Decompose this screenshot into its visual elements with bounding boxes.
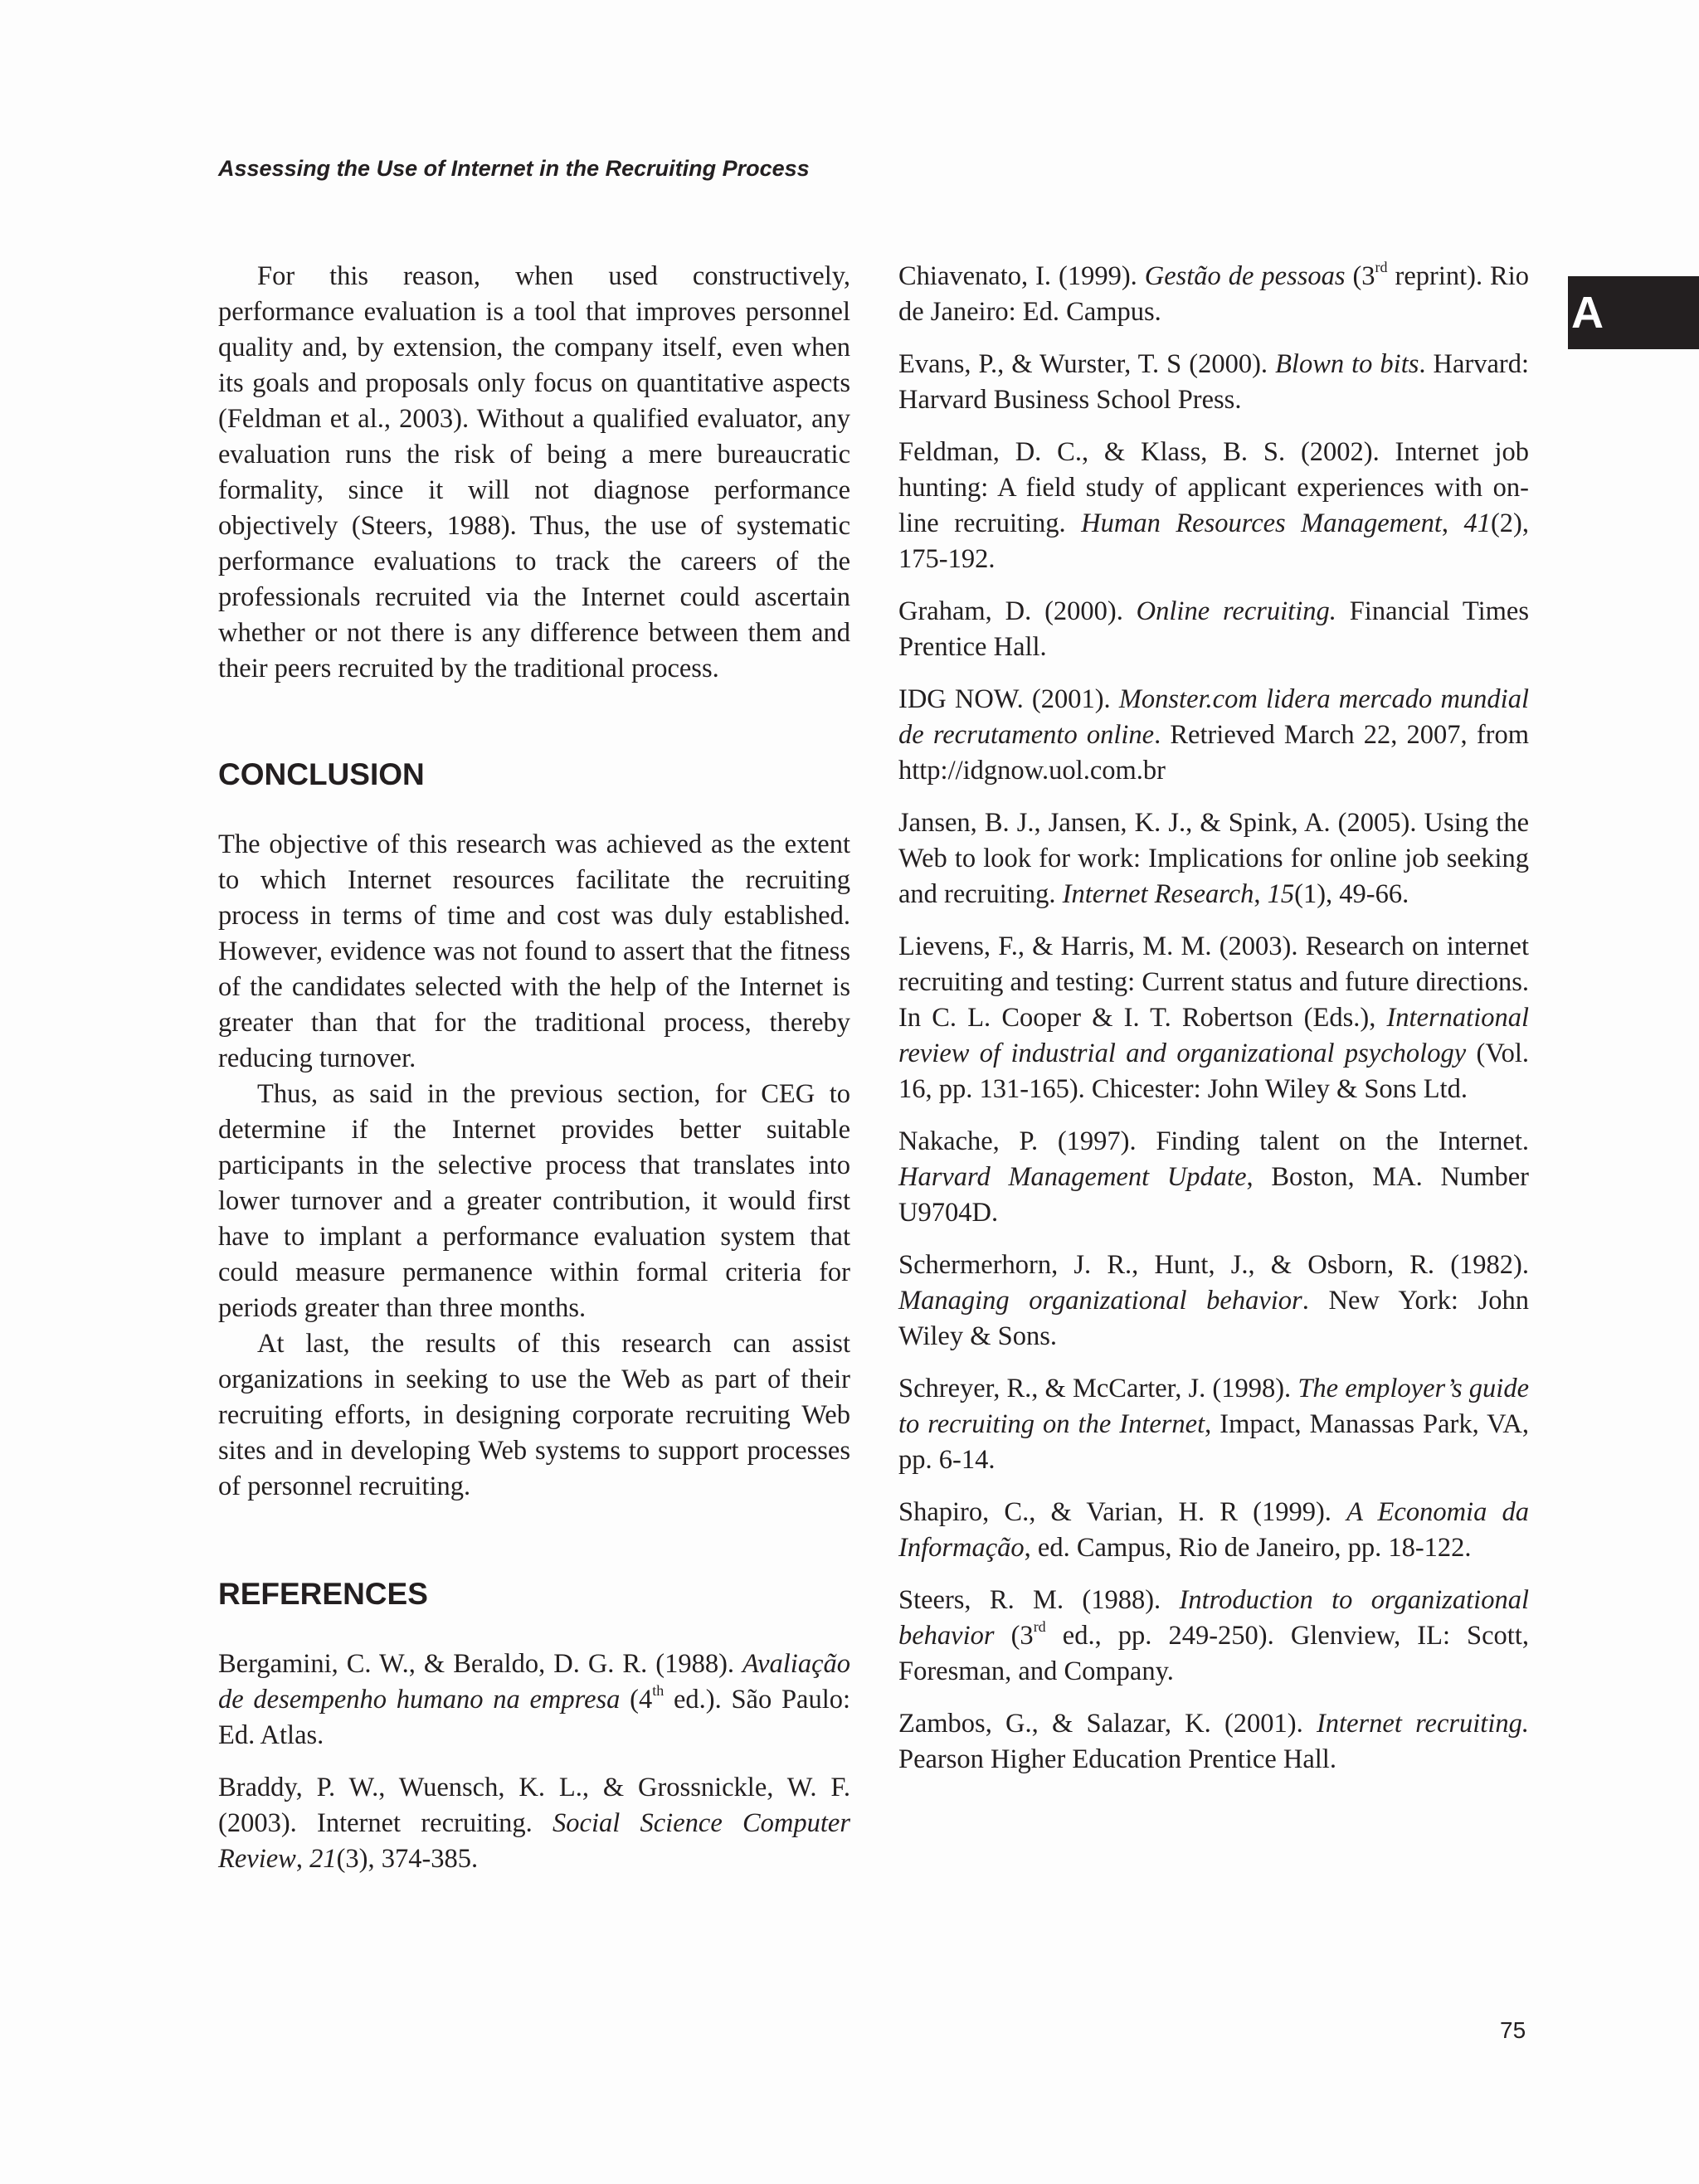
reference-entry (898, 347, 1529, 418)
conclusion-heading: CONCLUSION (218, 757, 425, 791)
reference-text: (3 (994, 1621, 1034, 1651)
reference-text: Jansen, B. J., Jansen, K. J., & Spink, A. (2005). Using the Web to look for work: Implications for online job seeking and recruiting. (898, 808, 1529, 909)
reference-text: Schreyer, R., & McCarter, J. (1998). (898, 1374, 1298, 1403)
reference-text: (4 (620, 1685, 653, 1715)
reference-volume: 41 (1463, 508, 1491, 538)
reference-text: Schermerhorn, J. R., Hunt, J., & Osborn, R. (1982). (898, 1250, 1529, 1280)
reference-entry (898, 1583, 1529, 1690)
reference-entry (898, 1124, 1529, 1231)
reference-text: (2), 175-192. (898, 508, 1529, 574)
reference-text: , ed. Campus, Rio de Janeiro, pp. 18-122. (1024, 1533, 1472, 1563)
left-column (218, 259, 850, 1894)
reference-text: Shapiro, C., & Varian, H. R (1999). (898, 1497, 1347, 1527)
reference-entry (898, 1706, 1529, 1778)
reference-title: Internet recruiting. (1316, 1709, 1529, 1739)
reference-text: (Vol. 16, pp. 131-165). Chicester: John Wiley & Sons Ltd. (898, 1038, 1530, 1104)
reference-text: Nakache, P. (1997). Finding talent on the Internet. (898, 1126, 1529, 1156)
page-number: 75 (1500, 2017, 1526, 2043)
reference-text: Feldman, D. C., & Klass, B. S. (2002). Internet job hunting: A field study of applicant experiences with on-line recruiting. (898, 437, 1529, 538)
reference-text: , (1441, 508, 1464, 538)
reference-text: Bergamini, C. W., & Beraldo, D. G. R. (1988). (218, 1649, 743, 1679)
reference-entry (898, 682, 1529, 789)
reference-title: Gestão de pessoas (1144, 261, 1346, 291)
reference-text: Chiavenato, I. (1999). (898, 261, 1145, 291)
reference-text: Financial Times Prentice Hall. (898, 596, 1529, 662)
reference-entry (898, 594, 1529, 665)
reference-title: Online recruiting. (1136, 596, 1336, 626)
reference-text: . Harvard: Harvard Business School Press. (898, 349, 1530, 415)
reference-entry (218, 1647, 850, 1754)
intro-paragraph: For this reason, when used constructively, performance evaluation is a tool that improves personnel quality and, by extension, the company itself, even when its goals and proposals only focus on quantitative aspects (Feldman et al., 2003). Without a qualified evaluator, any evaluation runs the risk of being a mere bureaucratic formality, since it will not diagnose performance objectively (Steers, 1988). Thus, the use of systematic performance evaluations to track the careers of the professionals recruited via the Internet could ascertain whether or not there is any difference between them and their peers recruited by the traditional process. (218, 261, 850, 683)
reference-title: The employer’s guide to recruiting on the Internet (898, 1374, 1529, 1439)
reference-superscript: th (652, 1682, 665, 1700)
running-head: Assessing the Use of Internet in the Recruiting Process (218, 156, 810, 181)
reference-text: ed.). São Paulo: Ed. Atlas. (218, 1685, 851, 1750)
reference-volume: 15 (1267, 879, 1295, 909)
reference-text: Evans, P., & Wurster, T. S (2000). (898, 349, 1276, 379)
reference-entry (898, 929, 1529, 1107)
references-heading: REFERENCES (218, 1577, 428, 1611)
conclusion-paragraph-2: Thus, as said in the previous section, for CEG to determine if the Internet provides better suitable participants in the selective process that translates into lower turnover and a greater contribution, it would first have to implant a performance evaluation system that could measure permanence within formal criteria for periods greater than three months. (218, 1079, 850, 1323)
conclusion-paragraph-3: At last, the results of this research can assist organizations in seeking to use the Web as part of their recruiting efforts, in designing corporate recruiting Web sites and in developing Web systems to support processes of personnel recruiting. (218, 1329, 850, 1501)
reference-superscript: rd (1033, 1618, 1046, 1636)
reference-text: (3 (1345, 261, 1375, 291)
reference-title: Blown to bits (1275, 349, 1419, 379)
reference-title: Introduction to organizational behavior (898, 1585, 1529, 1651)
reference-text: . Retrieved March 22, 2007, from http://idgnow.uol.com.br (898, 720, 1529, 786)
reference-text: , (295, 1844, 310, 1874)
reference-text: , Impact, Manassas Park, VA, pp. 6-14. (898, 1409, 1529, 1475)
reference-text: Pearson Higher Education Prentice Hall. (898, 1744, 1336, 1774)
reference-entry (898, 805, 1529, 912)
reference-text: (1), 49-66. (1294, 879, 1409, 909)
reference-entry (898, 259, 1529, 330)
right-column (898, 259, 1529, 1794)
reference-entry (898, 1495, 1529, 1566)
reference-volume: 21 (309, 1844, 337, 1874)
reference-entry (898, 1371, 1529, 1478)
reference-text: reprint). Rio de Janeiro: Ed. Campus. (898, 261, 1529, 327)
reference-text: Lievens, F., & Harris, M. M. (2003). Research on internet recruiting and testing: Current status and future directions. In C. L. Cooper & I. T. Robertson (Eds.), (898, 931, 1529, 1033)
reference-entry (218, 1770, 850, 1877)
reference-text: Zambos, G., & Salazar, K. (2001). (898, 1709, 1317, 1739)
reference-entry (898, 1248, 1529, 1355)
reference-text: IDG NOW. (2001). (898, 684, 1119, 714)
reference-title: Managing organizational behavior (898, 1286, 1302, 1316)
conclusion-paragraph-1: The objective of this research was achieved as the extent to which Internet resources facilitate the recruiting process in terms of time and cost was duly established. However, evidence was not found to assert that the fitness of the candidates selected with the help of the Internet is greater than that for the traditional process, thereby reducing turnover. (218, 829, 850, 1073)
reference-text: , (1254, 879, 1268, 909)
reference-title: Internet Research (1062, 879, 1254, 909)
reference-title: Social Science Computer Review (218, 1808, 850, 1874)
references-list-right (898, 259, 1529, 1778)
reference-text: (3), 374-385. (336, 1844, 479, 1874)
reference-title: Harvard Management Update (898, 1162, 1247, 1192)
reference-text: ed., pp. 249-250). Glenview, IL: Scott, Foresman, and Company. (898, 1621, 1529, 1686)
reference-superscript: rd (1375, 259, 1388, 276)
reference-text: Steers, R. M. (1988). (898, 1585, 1180, 1615)
reference-text: Braddy, P. W., Wuensch, K. L., & Grossnickle, W. F. (2003). Internet recruiting. (218, 1773, 850, 1838)
reference-title: Monster.com lidera mercado mundial de recrutamento online (898, 684, 1529, 750)
reference-text: Graham, D. (2000). (898, 596, 1137, 626)
section-tab: A (1568, 276, 1699, 349)
reference-title: A Economia da Informação (898, 1497, 1529, 1563)
reference-title: Human Resources Management (1081, 508, 1442, 538)
reference-entry (898, 435, 1529, 577)
reference-title: Avaliação de desempenho humano na empresa (218, 1649, 850, 1715)
reference-text: , Boston, MA. Number U9704D. (898, 1162, 1529, 1228)
references-list-left (218, 1647, 850, 1877)
reference-title: International review of industrial and organizational psychology (898, 1003, 1529, 1068)
reference-text: . New York: John Wiley & Sons. (898, 1286, 1529, 1351)
